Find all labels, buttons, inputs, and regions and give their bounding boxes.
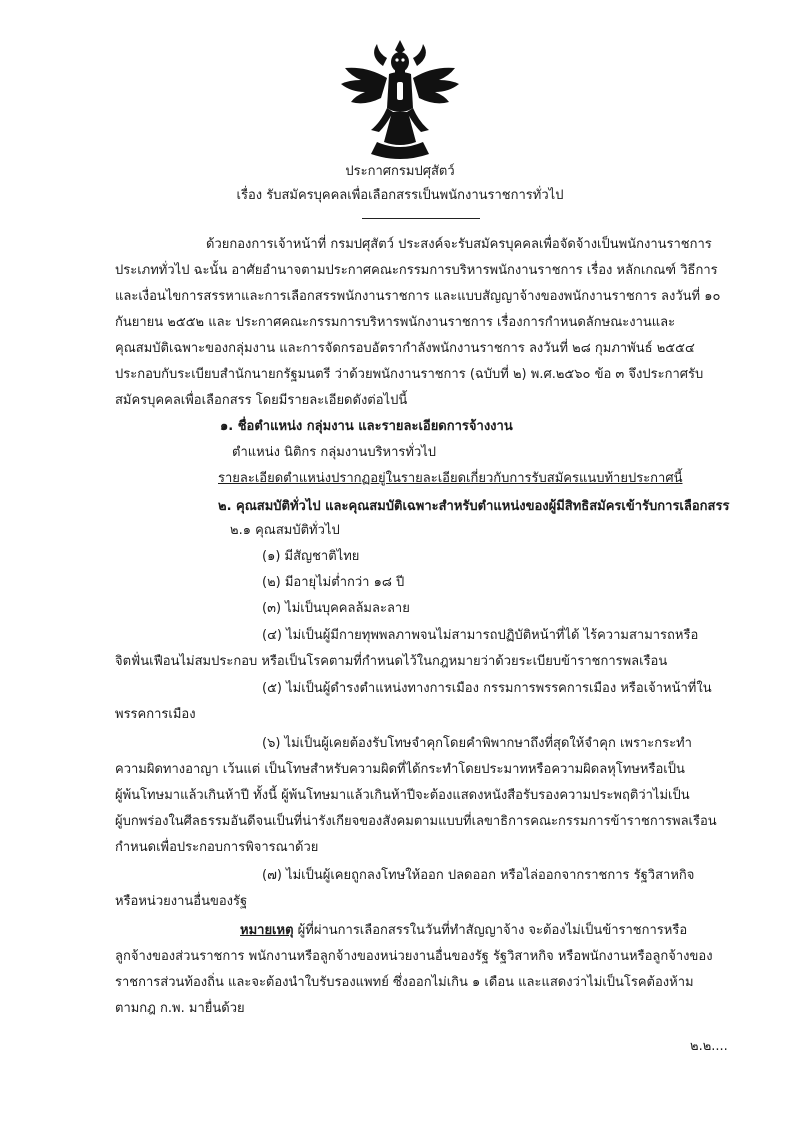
- qualification-item: (๒) มีอายุไม่ต่ำกว่า ๑๘ ปี: [262, 575, 405, 590]
- remark-line: [240, 922, 687, 940]
- qualification-item: (๕) ไม่เป็นผู้ดำรงตำแหน่งทางการเมือง กรรมการพรรคการเมือง หรือเจ้าหน้าที่ใน: [262, 681, 712, 696]
- qualification-item-cont: ผู้บกพร่องในศีลธรรมอันดีจนเป็นที่น่ารังเกียจของสังคมตามแบบที่เลขาธิการคณะกรรมการข้าราชการพลเรือน: [115, 814, 717, 829]
- intro-line: และเงื่อนไขการสรรหาและการเลือกสรรพนักงานราชการ และแบบสัญญาจ้างของพนักงานราชการ ลงวันที่ ๑๐: [115, 289, 721, 304]
- continuation-marker: ๒.๒....: [690, 1039, 728, 1054]
- qualification-item-cont: ความผิดทางอาญา เว้นแต่ เป็นโทษสำหรับความผิดที่ได้กระทำโดยประมาทหรือความผิดลหุโทษหรือเป็น: [115, 762, 685, 777]
- garuda-emblem: [337, 38, 463, 160]
- intro-line: คุณสมบัติเฉพาะของกลุ่มงาน และการจัดกรอบอัตรากำลังพนักงานราชการ ลงวันที่ ๒๘ กุมภาพันธ์ ๒๕๕๔: [115, 341, 695, 356]
- intro-line: สมัครบุคคลเพื่อเลือกสรร โดยมีรายละเอียดดังต่อไปนี้: [115, 393, 408, 408]
- qualification-item-cont: กำหนดเพื่อประกอบการพิจารณาด้วย: [115, 840, 319, 855]
- qualification-item: (๗) ไม่เป็นผู้เคยถูกลงโทษให้ออก ปลดออก หรือไล่ออกจากราชการ รัฐวิสาหกิจ: [262, 868, 695, 883]
- section1-heading: ๑. ชื่อตำแหน่ง กลุ่มงาน และรายละเอียดการจ้างงาน: [220, 419, 513, 434]
- qualification-item-cont: ผู้พ้นโทษมาแล้วเกินห้าปี ทั้งนี้ ผู้พ้นโทษมาแล้วเกินห้าปีจะต้องแสดงหนังสือรับรองความประพฤติว่าไม่เป็น: [115, 788, 690, 803]
- section2-heading: ๒. คุณสมบัติทั่วไป และคุณสมบัติเฉพาะสำหรับตำแหน่งของผู้มีสิทธิสมัครเข้ารับการเลือกสรร: [218, 499, 730, 514]
- issuer-title: ประกาศกรมปศุสัตว์: [345, 164, 455, 179]
- title-divider: [362, 218, 480, 219]
- remark-line: ตามกฎ ก.พ. มายื่นด้วย: [115, 1001, 245, 1016]
- intro-line: ประกอบกับระเบียบสำนักนายกรัฐมนตรี ว่าด้วยพนักงานราชการ (ฉบับที่ ๒) พ.ศ.๒๕๖๐ ข้อ ๓ จึงประกาศรับ: [115, 367, 704, 382]
- remark-text: ผู้ที่ผ่านการเลือกสรรในวันที่ทำสัญญาจ้าง จะต้องไม่เป็นข้าราชการหรือ: [297, 923, 688, 938]
- qualification-item: (๓) ไม่เป็นบุคคลล้มละลาย: [262, 601, 410, 616]
- qualification-item: (๔) ไม่เป็นผู้มีกายทุพพลภาพจนไม่สามารถปฏิบัติหน้าที่ได้ ไร้ความสามารถหรือ: [262, 628, 699, 643]
- intro-line: ประเภททั่วไป ฉะนั้น อาศัยอำนาจตามประกาศคณะกรรมการบริหารพนักงานราชการ เรื่อง หลักเกณฑ์ วิธีการ: [115, 263, 718, 278]
- position-line: ตำแหน่ง นิติกร กลุ่มงานบริหารทั่วไป: [232, 445, 437, 460]
- remark-line: ลูกจ้างของส่วนราชการ พนักงานหรือลูกจ้างของหน่วยงานอื่นของรัฐ รัฐวิสาหกิจ หรือพนักงานหรือลูกจ้างของ: [115, 949, 713, 964]
- subsection-heading: ๒.๑ คุณสมบัติทั่วไป: [230, 523, 340, 538]
- subject-line: เรื่อง รับสมัครบุคคลเพื่อเลือกสรรเป็นพนักงานราชการทั่วไป: [236, 188, 564, 203]
- qualification-item: (๖) ไม่เป็นผู้เคยต้องรับโทษจำคุกโดยคำพิพากษาถึงที่สุดให้จำคุก เพราะกระทำ: [262, 736, 692, 751]
- qualification-item-cont: หรือหน่วยงานอื่นของรัฐ: [115, 894, 248, 909]
- intro-line: กันยายน ๒๕๕๒ และ ประกาศคณะกรรมการบริหารพนักงานราชการ เรื่องการกำหนดลักษณะงานและ: [115, 315, 676, 330]
- remark-line: ราชการส่วนท้องถิ่น และจะต้องนำใบรับรองแพทย์ ซึ่งออกไม่เกิน ๑ เดือน และแสดงว่าไม่เป็นโรคต้องห้าม: [115, 975, 694, 990]
- qualification-item-cont: จิตฟั่นเฟือนไม่สมประกอบ หรือเป็นโรคตามที่กำหนดไว้ในกฎหมายว่าด้วยระเบียบข้าราชการพลเรือน: [115, 654, 668, 669]
- qualification-item: (๑) มีสัญชาติไทย: [262, 549, 360, 564]
- qualification-item-cont: พรรคการเมือง: [115, 707, 196, 722]
- remark-label: หมายเหตุ: [240, 923, 294, 938]
- attachment-note: รายละเอียดตำแหน่งปรากฏอยู่ในรายละเอียดเกี่ยวกับการรับสมัครแนบท้ายประกาศนี้: [218, 471, 683, 486]
- intro-line: ด้วยกองการเจ้าหน้าที่ กรมปศุสัตว์ ประสงค์จะรับสมัครบุคคลเพื่อจัดจ้างเป็นพนักงานราชการ: [206, 237, 712, 252]
